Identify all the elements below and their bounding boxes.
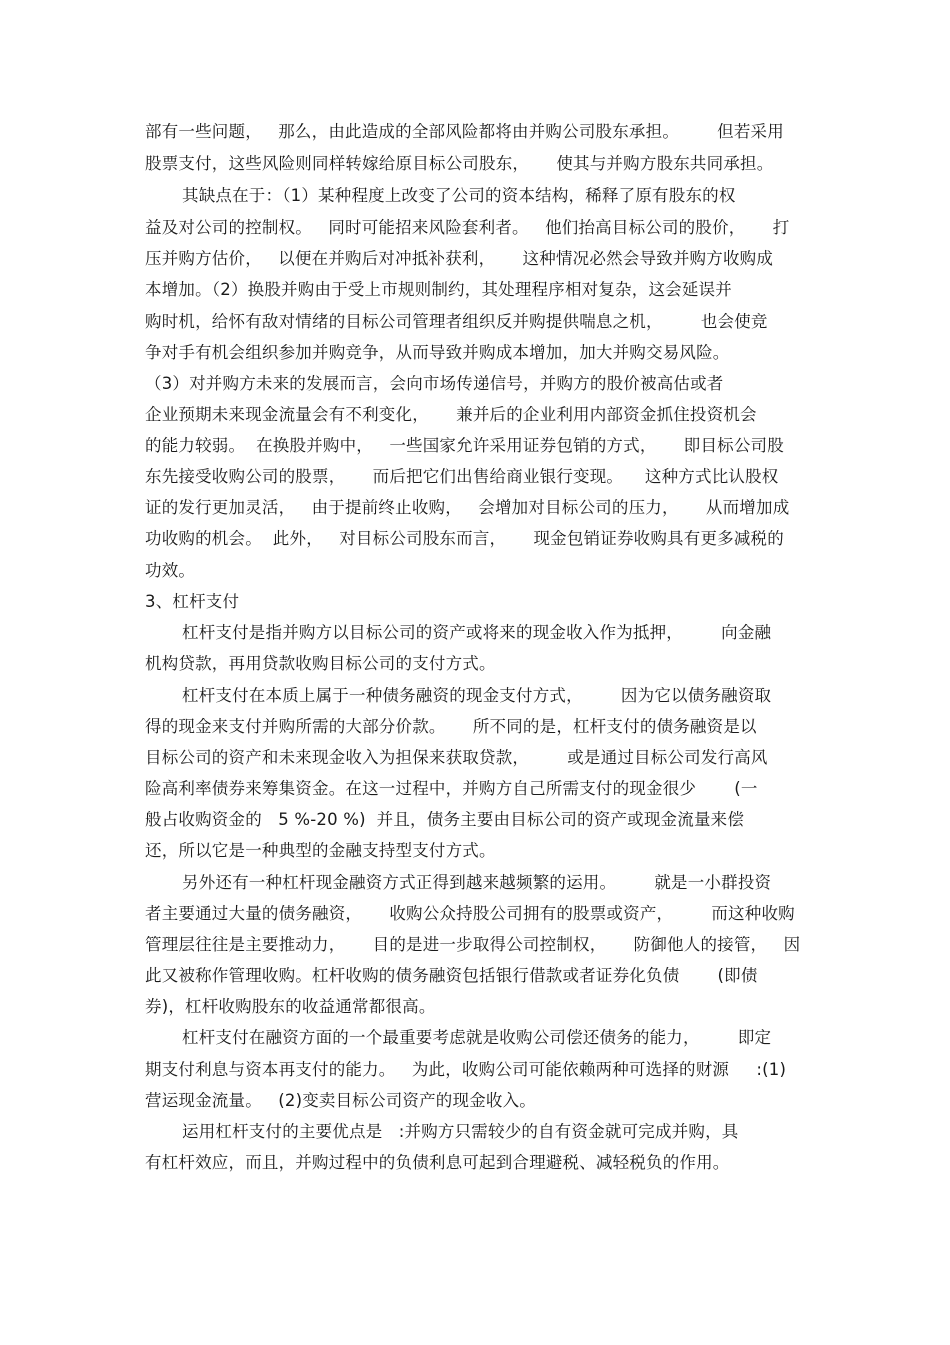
text-line: 管理层往往是主要推动力， 目的是进一步取得公司控制权， 防御他人的接管， 因 — [145, 935, 801, 954]
text-line: 功效。 — [145, 561, 196, 580]
text-line: 证的发行更加灵活， 由于提前终止收购， 会增加对目标公司的压力， 从而增加成 — [145, 498, 790, 517]
text-line: 目标公司的资产和未来现金收入为担保来获取贷款， 或是通过目标公司发行高风 — [145, 748, 768, 767]
text-line: 此又被称作管理收购。杠杆收购的债务融资包括银行借款或者证券化负债 (即债 — [145, 966, 758, 985]
text-line: 益及对公司的控制权。 同时可能招来风险套利者。 他们抬高目标公司的股价， 打 — [145, 218, 790, 237]
text-line: 本增加。（2）换股并购由于受上市规则制约，其处理程序相对复杂，这会延误并 — [145, 280, 732, 299]
text-line: 购时机，给怀有敌对情绪的目标公司管理者组织反并购提供喘息之机， 也会使竞 — [145, 312, 768, 331]
text-line: 期支付利息与资本再支付的能力。 为此，收购公司可能依赖两种可选择的财源 :(1) — [145, 1060, 787, 1079]
text-line: 险高利率债券来筹集资金。在这一过程中，并购方自己所需支付的现金很少 (一 — [145, 779, 758, 798]
text-line: 者主要通过大量的债务融资， 收购公众持股公司拥有的股票或资产， 而这种收购 — [145, 904, 795, 923]
text-line: 般占收购资金的 5 %-20 %) 并且，债务主要由目标公司的资产或现金流量来偿 — [145, 810, 745, 829]
text-line: 另外还有一种杠杆现金融资方式正得到越来越频繁的运用。 就是一小群投资 — [182, 873, 772, 892]
section-heading: 3、杠杆支付 — [145, 592, 240, 611]
text-line: 券)，杠杆收购股东的收益通常都很高。 — [145, 997, 436, 1016]
text-line: 杠杆支付在融资方面的一个最重要考虑就是收购公司偿还债务的能力， 即定 — [182, 1028, 772, 1047]
text-line: 其缺点在于：（1）某种程度上改变了公司的资本结构，稀释了原有股东的权 — [182, 186, 736, 205]
text-line: （3）对并购方未来的发展而言，会向市场传递信号，并购方的股价被高估或者 — [145, 374, 724, 393]
text-line: 的能力较弱。 在换股并购中， 一些国家允许采用证券包销的方式， 即目标公司股 — [145, 436, 784, 455]
text-line: 杠杆支付在本质上属于一种债务融资的现金支付方式， 因为它以债务融资取 — [182, 686, 772, 705]
text-line: 压并购方估价， 以便在并购后对冲抵补获利， 这种情况必然会导致并购方收购成 — [145, 249, 774, 268]
text-line: 有杠杆效应，而且，并购过程中的负债利息可起到合理避税、减轻税负的作用。 — [145, 1153, 730, 1172]
text-line: 得的现金来支付并购所需的大部分价款。 所不同的是，杠杆支付的债务融资是以 — [145, 717, 757, 736]
text-line: 东先接受收购公司的股票， 而后把它们出售给商业银行变现。 这种方式比认股权 — [145, 467, 779, 486]
text-line: 功收购的机会。 此外， 对目标公司股东而言， 现金包销证券收购具有更多减税的 — [145, 529, 784, 548]
text-line: 股票支付，这些风险则同样转嫁给原目标公司股东， 使其与并购方股东共同承担。 — [145, 154, 774, 173]
text-line: 杠杆支付是指并购方以目标公司的资产或将来的现金收入作为抵押， 向金融 — [182, 623, 772, 642]
text-line: 争对手有机会组织参加并购竞争，从而导致并购成本增加，加大并购交易风险。 — [145, 343, 730, 362]
text-line: 机构贷款，再用贷款收购目标公司的支付方式。 — [145, 654, 496, 673]
text-line: 还，所以它是一种典型的金融支持型支付方式。 — [145, 841, 496, 860]
text-line: 运用杠杆支付的主要优点是 :并购方只需较少的自有资金就可完成并购，具 — [182, 1122, 739, 1141]
text-line: 部有一些问题， 那么，由此造成的全部风险都将由并购公司股东承担。 但若采用 — [145, 122, 784, 141]
text-line: 营运现金流量。 (2)变卖目标公司资产的现金收入。 — [145, 1091, 537, 1110]
text-line: 企业预期未来现金流量会有不利变化， 兼并后的企业利用内部资金抓住投资机会 — [145, 405, 757, 424]
